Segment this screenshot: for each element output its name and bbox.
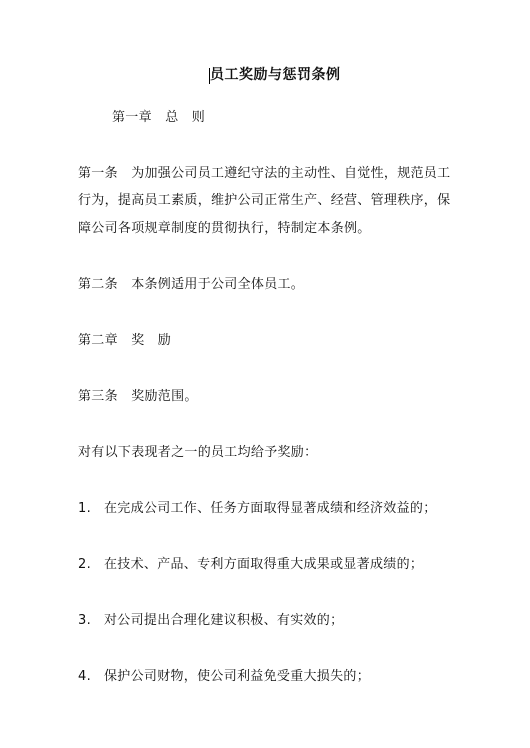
article-1-line-2: 行为，提高员工素质，维护公司正常生产、经营、管理秩序，保 xyxy=(78,193,451,208)
list-item xyxy=(78,501,458,517)
chapter-heading-2: 第二章 奖 励 xyxy=(78,333,172,348)
article-1-line-1: 第一条 为加强公司员工遵纪守法的主动性、自觉性，规范员工 xyxy=(78,166,451,181)
list-item xyxy=(78,613,458,629)
article-3: 第三条 奖励范围。 xyxy=(78,389,198,404)
list-item xyxy=(78,669,458,685)
list-item-text: 在技术、产品、专利方面取得重大成果或显著成绩的； xyxy=(104,557,424,572)
list-item xyxy=(78,557,458,573)
list-item-number: 1. xyxy=(78,501,92,516)
reward-intro: 对有以下表现者之一的员工均给予奖励： xyxy=(78,445,318,460)
article-1-line-3: 障公司各项规章制度的贯彻执行，特制定本条例。 xyxy=(78,221,371,236)
article-2: 第二条 本条例适用于公司全体员工。 xyxy=(78,277,305,292)
list-item-number: 4. xyxy=(78,669,92,684)
list-item-text: 对公司提出合理化建议积极、有实效的； xyxy=(104,613,344,628)
chapter-heading-1: 第一章 总 则 xyxy=(112,110,206,125)
list-item-text: 在完成公司工作、任务方面取得显著成绩和经济效益的； xyxy=(104,501,437,516)
list-item-number: 3. xyxy=(78,613,92,628)
document-title: 员工奖励与惩罚条例 xyxy=(210,67,341,83)
list-item-text: 保护公司财物，使公司利益免受重大损失的； xyxy=(104,669,371,684)
list-item-number: 2. xyxy=(78,557,92,572)
